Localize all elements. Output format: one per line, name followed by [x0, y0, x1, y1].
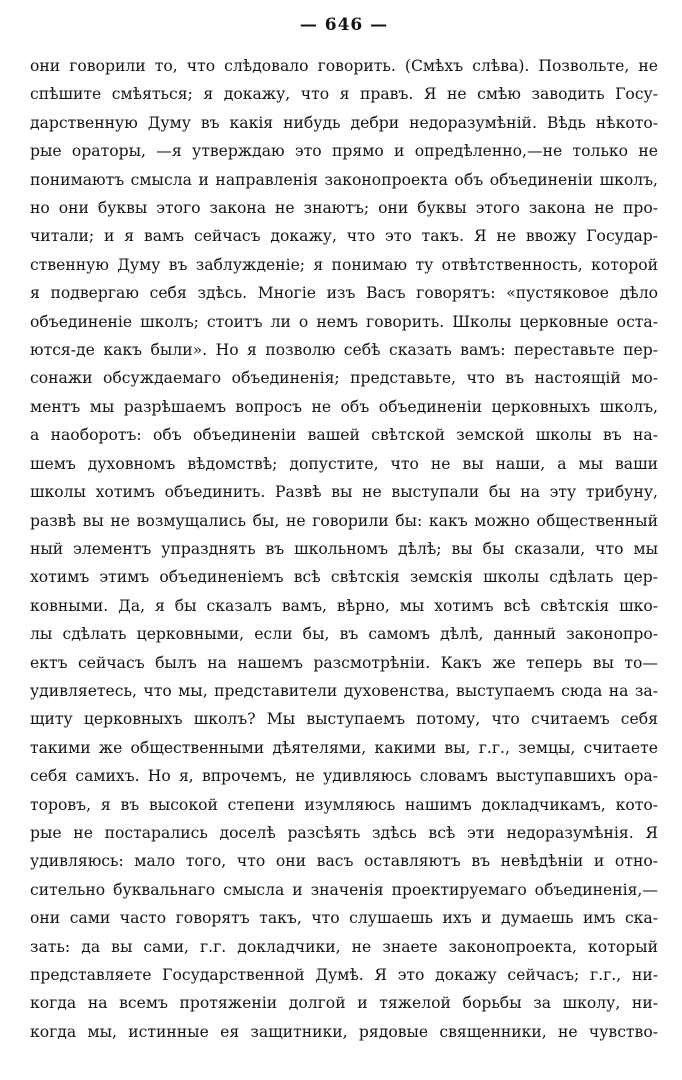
text-line: дарственную Думу въ какія нибудь дебри недоразумѣній. Вѣдь нѣкото-	[30, 113, 658, 132]
text-line: но они буквы этого закона не знаютъ; они буквы этого закона не про-	[30, 199, 658, 218]
text-line: они говорили то, что слѣдовало говорить. (Смѣхъ слѣва). Позвольте, не	[30, 57, 658, 75]
text-line: они сами часто говорятъ такъ, что слушаешь ихъ и думаешь имъ ска-	[30, 909, 658, 928]
text-line: такими же общественными дѣятелями, какими вы, г.г., земцы, считаете	[30, 738, 658, 757]
text-line: ковными. Да, я бы сказалъ вамъ, вѣрно, мы хотимъ всѣ свѣтскія шко-	[30, 596, 658, 615]
text-line: удивляюсь: мало того, что они васъ оставляютъ въ невѣдѣніи и отно-	[30, 852, 658, 871]
text-line: когда мы, истинные ея защитники, рядовые священники, не чувство-	[30, 1022, 658, 1041]
text-line: рые не постарались доселѣ разсѣять здѣсь всѣ эти недоразумѣнія. Я	[30, 823, 658, 842]
text-line: ный элементъ упразднять въ школьномъ дѣлѣ; вы бы сказали, что мы	[30, 539, 658, 558]
text-line: ектъ сейчасъ былъ на нашемъ разсмотрѣніи. Какъ же теперь вы то—	[30, 653, 658, 672]
text-line: удивляетесь, что мы, представители духовенства, выступаемъ сюда на за-	[30, 681, 658, 700]
text-line: хотимъ этимъ объединеніемъ всѣ свѣтскія земскія школы сдѣлать цер-	[30, 568, 658, 587]
text-line: сительно буквальнаго смысла и значенія проектируемаго объединенія,—	[30, 880, 658, 899]
text-line: себя самихъ. Но я, впрочемъ, не удивляюсь словамъ выступавшихъ ора-	[30, 767, 658, 786]
text-line: ственную Думу въ заблужденіе; я понимаю ту отвѣтственность, которой	[30, 255, 658, 274]
text-line: ются-де какъ были». Но я позволю себѣ сказать вамъ: переставьте пер-	[30, 341, 658, 360]
text-line: ментъ мы разрѣшаемъ вопросъ не объ объединеніи церковныхъ школъ,	[30, 397, 658, 416]
text-line: зать: да вы сами, г.г. докладчики, не знаете законопроекта, который	[30, 937, 658, 956]
page-number: — 646 —	[299, 15, 389, 35]
text-line: я подвергаю себя здѣсь. Многіе изъ Васъ говорятъ: «пустяковое дѣло	[30, 284, 658, 303]
text-line: развѣ вы не возмущались бы, не говорили бы: какъ можно общественный	[30, 511, 658, 530]
text-line: спѣшите смѣяться; я докажу, что я правъ. Я не смѣю заводить Госу-	[30, 85, 658, 104]
text-line: рые ораторы, —я утверждаю это прямо и опредѣленно,—не только не	[30, 142, 658, 161]
text-line: представляете Государственной Думѣ. Я это докажу сейчасъ; г.г., ни-	[30, 966, 658, 984]
text-line: лы сдѣлать церковными, если бы, въ самомъ дѣлѣ, данный законопро-	[30, 625, 658, 644]
text-line: понимаютъ смысла и направленія законопроекта объ объединеніи школъ,	[30, 170, 658, 189]
text-line: торовъ, я въ высокой степени изумляюсь нашимъ докладчикамъ, кото-	[30, 795, 658, 814]
text-line: а наоборотъ: объ объединеніи вашей свѣтской земской школы въ на-	[30, 426, 658, 445]
body-text	[30, 52, 658, 1046]
text-line: объединеніе школъ; стоитъ ли о немъ говорить. Школы церковные оста-	[30, 312, 658, 331]
text-line: щиту церковныхъ школъ? Мы выступаемъ потому, что считаемъ себя	[30, 710, 658, 729]
text-line: сонажи обсуждаемаго объединенія; представьте, что въ настоящій мо-	[30, 369, 658, 388]
text-line: читали; и я вамъ сейчасъ докажу, что это такъ. Я не ввожу Государ-	[30, 227, 658, 246]
text-line: когда на всемъ протяженіи долгой и тяжелой борьбы за школу, ни-	[30, 994, 658, 1013]
text-line: шемъ духовномъ вѣдомствѣ; допустите, что не вы наши, а мы ваши	[30, 454, 658, 473]
text-line: школы хотимъ объединить. Развѣ вы не выступали бы на эту трибуну,	[30, 483, 658, 502]
